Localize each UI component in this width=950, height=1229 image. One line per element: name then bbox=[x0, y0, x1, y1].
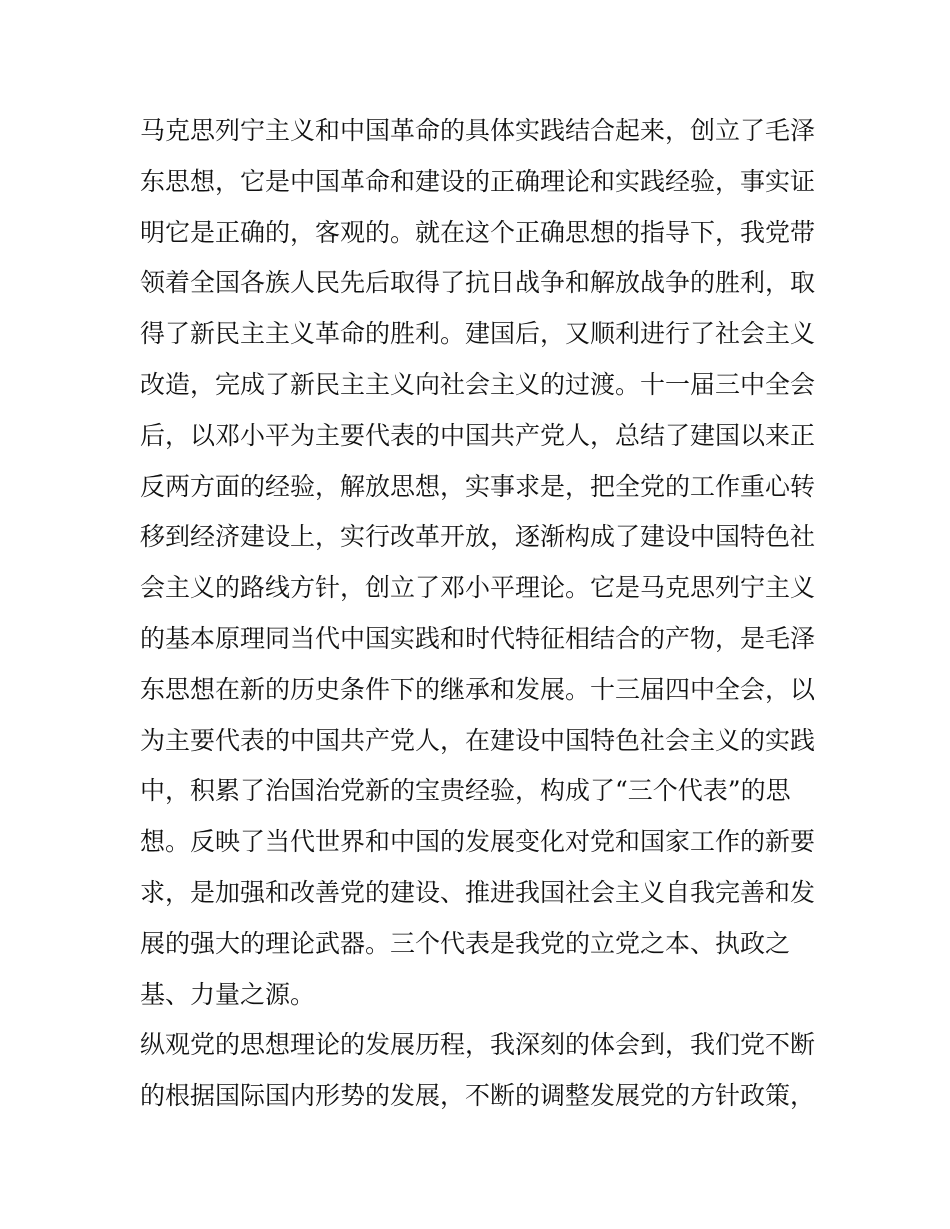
text-line-2: 东思想，它是中国革命和建设的正确理论和实践经验，事实证 bbox=[140, 166, 816, 196]
text-line-1: 马克思列宁主义和中国革命的具体实践结合起来，创立了毛泽 bbox=[140, 116, 816, 145]
text-line-19: 纵观党的思想理论的发展历程，我深刻的体会到，我们党不断 bbox=[140, 1030, 816, 1060]
text-line-14: 中，积累了治国治党新的宝贵经验，构成了“三个代表”的思 bbox=[140, 776, 791, 806]
text-line-13: 为主要代表的中国共产党人，在建设中国特色社会主义的实践 bbox=[140, 725, 816, 755]
text-line-15: 想。反映了当代世界和中国的发展变化对党和国家工作的新要 bbox=[140, 827, 816, 857]
text-line-9: 移到经济建设上，实行改革开放，逐渐构成了建设中国特色社 bbox=[140, 522, 816, 552]
text-line-7: 后，以邓小平为主要代表的中国共产党人，总结了建国以来正 bbox=[140, 420, 816, 450]
document-body bbox=[140, 106, 820, 1122]
text-line-20: 的根据国际国内形势的发展，不断的调整发展党的方针政策， bbox=[140, 1081, 816, 1111]
text-line-11: 的基本原理同当代中国实践和时代特征相结合的产物，是毛泽 bbox=[140, 623, 816, 653]
text-line-4: 领着全国各族人民先后取得了抗日战争和解放战争的胜利，取 bbox=[140, 268, 816, 298]
text-line-8: 反两方面的经验，解放思想，实事求是，把全党的工作重心转 bbox=[140, 471, 816, 501]
text-line-12: 东思想在新的历史条件下的继承和发展。十三届四中全会，以 bbox=[140, 674, 816, 704]
text-line-6: 改造，完成了新民主主义向社会主义的过渡。十一届三中全会 bbox=[140, 369, 816, 399]
text-line-17: 展的强大的理论武器。三个代表是我党的立党之本、执政之 bbox=[140, 928, 791, 958]
text-line-18: 基、力量之源。 bbox=[140, 979, 316, 1009]
text-line-16: 求，是加强和改善党的建设、推进我国社会主义自我完善和发 bbox=[140, 877, 816, 907]
text-line-5: 得了新民主主义革命的胜利。建国后，又顺利进行了社会主义 bbox=[140, 319, 816, 349]
text-line-3: 明它是正确的，客观的。就在这个正确思想的指导下，我党带 bbox=[140, 217, 816, 247]
text-line-10: 会主义的路线方针，创立了邓小平理论。它是马克思列宁主义 bbox=[140, 573, 816, 603]
